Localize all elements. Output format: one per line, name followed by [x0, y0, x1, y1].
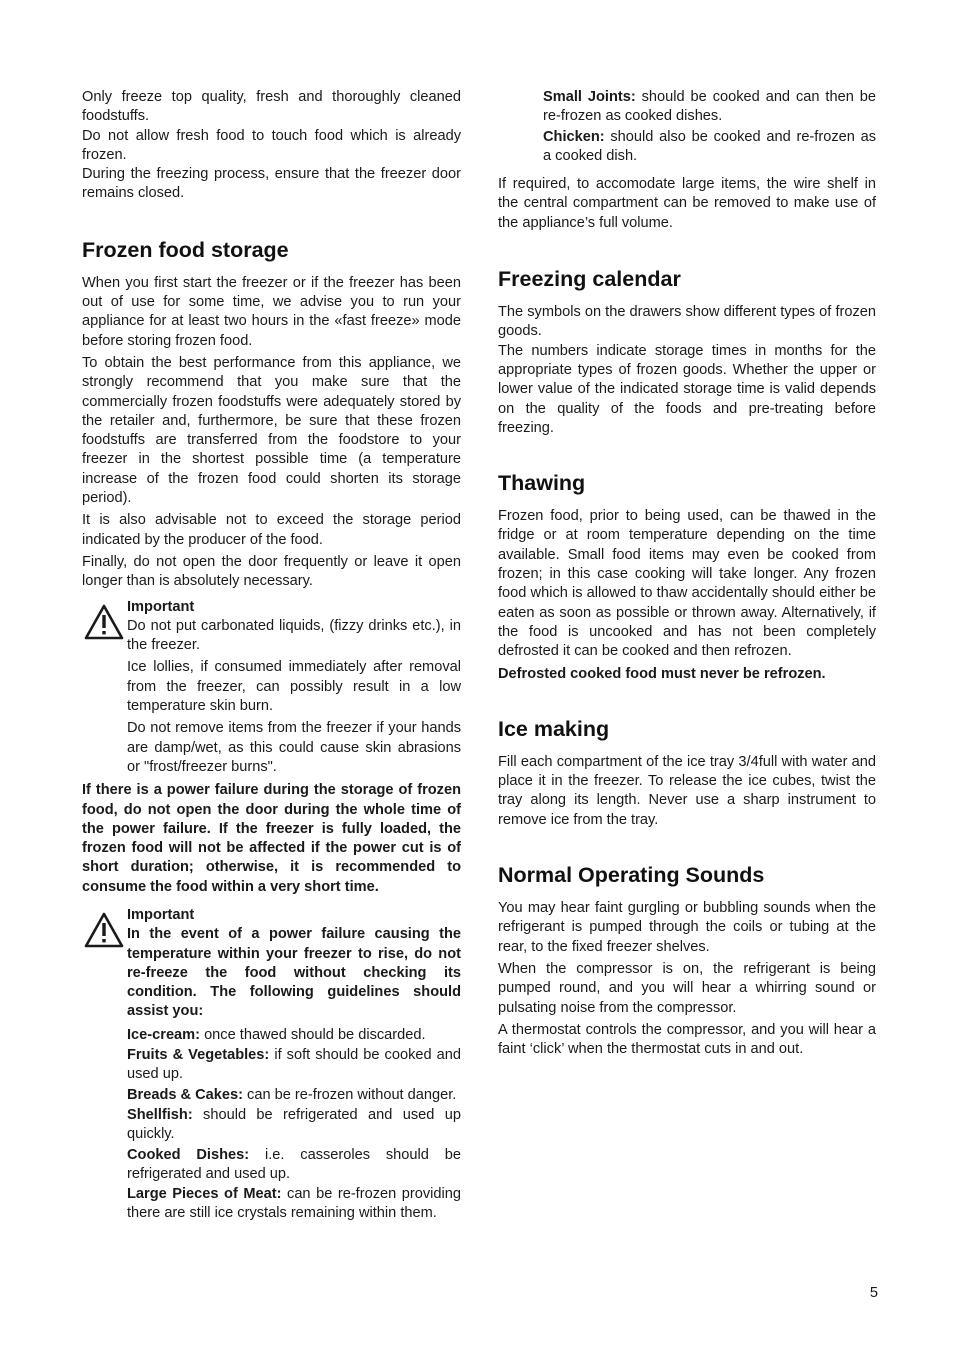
guideline-ice-cream: Ice-cream: once thawed should be discarded.	[127, 1026, 426, 1043]
warning-triangle-icon	[84, 604, 124, 640]
guideline-chicken: Chicken: should also be cooked and re-frozen as a cooked dish.	[543, 128, 876, 164]
guideline-fruits-vegetables: Fruits & Vegetables: if soft should be cooked and used up.	[127, 1047, 461, 1083]
guideline-shellfish: Shellfish: should be refrigerated and used up quickly.	[127, 1106, 461, 1143]
warning-triangle-icon	[84, 912, 124, 948]
intro-line-3: During the freezing process, ensure that the freezer door remains closed.	[82, 166, 461, 202]
storage-paragraph-1: When you first start the freezer or if the freezer has been out of use for some time, we advise you to run your appliance for at least two hours in the «fast freeze» mode before storing frozen food.	[82, 274, 461, 349]
sounds-paragraph-2: When the compressor is on, the refrigerant is being pumped round, and you will hear a whirring sound or pulsating noise from the compressor.	[498, 960, 876, 1016]
guideline-breads-cakes: Breads & Cakes: can be re-frozen without danger.	[127, 1086, 457, 1103]
important-title-1: Important	[127, 598, 195, 615]
sounds-paragraph-1: You may hear faint gurgling or bubbling sounds when the refrigerant is pumped through the coils or tubing at the rear, to the fixed freezer shelves.	[498, 900, 876, 955]
important-item-3: Do not remove items from the freezer if your hands are damp/wet, as this could cause skin abrasions or "frost/freezer burns".	[127, 720, 461, 775]
page-number: 5	[869, 1285, 878, 1301]
important-item-2: Ice lollies, if consumed immediately after removal from the freezer, can possibly result in a low temperature skin burn.	[127, 659, 461, 715]
sounds-paragraph-3: A thermostat controls the compressor, and you will hear a faint ‘click’ when the thermostat cuts in and out.	[498, 1021, 876, 1058]
intro-line-1: Only freeze top quality, fresh and thoroughly cleaned foodstuffs.	[82, 89, 461, 125]
right-column	[498, 88, 876, 1059]
calendar-paragraph-2: The numbers indicate storage times in months for the appropriate types of frozen goods. Whether the upper or lower value of the indicated storage time is valid depends on the quality of the foods and pre-treating before freezing.	[498, 342, 876, 436]
wire-shelf-note: If required, to accomodate large items, the wire shelf in the central compartment can be removed to make use of the appliance’s full volume.	[498, 176, 876, 231]
left-column	[82, 88, 461, 1224]
guidelines-continued	[498, 88, 876, 166]
storage-paragraph-3: It is also advisable not to exceed the storage period indicated by the producer of the food.	[82, 512, 461, 548]
thawing-warning: Defrosted cooked food must never be refrozen.	[498, 665, 826, 682]
important-item-1: Do not put carbonated liquids, (fizzy drinks etc.), in the freezer.	[127, 617, 461, 654]
power-failure-warning: If there is a power failure during the storage of frozen food, do not open the door during the whole time of the power failure. If the freezer is fully loaded, the frozen food will not be affected if the power cut is of short duration; otherwise, it is recommended to consume the food within a very short time.	[82, 782, 461, 895]
heading-frozen-food-storage: Frozen food storage	[82, 237, 289, 262]
ice-making-paragraph: Fill each compartment of the ice tray 3/4full with water and place it in the freezer. To release the ice cubes, twist the tray along its length. Never use a sharp instrument to remove ice from the tray.	[498, 753, 876, 828]
important-title-2: Important	[127, 906, 195, 923]
heading-normal-operating-sounds: Normal Operating Sounds	[498, 863, 765, 888]
guideline-cooked-dishes: Cooked Dishes: i.e. casseroles should be refrigerated and used up.	[127, 1146, 461, 1182]
heading-freezing-calendar: Freezing calendar	[498, 267, 681, 292]
storage-paragraph-4: Finally, do not open the door frequently or leave it open longer than is absolutely necessary.	[82, 553, 461, 590]
important-notice-2	[82, 906, 461, 1224]
heading-thawing: Thawing	[498, 471, 586, 496]
guideline-large-meat: Large Pieces of Meat: can be re-frozen providing there are still ice crystals remaining within them.	[127, 1186, 461, 1222]
calendar-paragraph-1: The symbols on the drawers show different types of frozen goods.	[498, 304, 876, 340]
heading-ice-making: Ice making	[498, 716, 610, 741]
storage-paragraph-2: To obtain the best performance from this appliance, we strongly recommend that you make sure that the commercially frozen foodstuffs were adequately stored by the retailer and, furthermore, be sure that these frozen foodstuffs are transferred from the foodstore to your freezer in the shortest possible time (a temperature increase of the frozen food could shorten its storage period).	[82, 354, 461, 507]
power-failure-guidance-lead: In the event of a power failure causing the temperature within your freezer to rise, do not re-freeze the food without checking its condition. The following guidelines should assist you:	[127, 926, 461, 1020]
important-notice-1	[82, 598, 461, 778]
intro-line-2: Do not allow fresh food to touch food which is already frozen.	[82, 127, 461, 163]
guideline-small-joints: Small Joints: should be cooked and can then be re-frozen as cooked dishes.	[543, 89, 876, 125]
thawing-paragraph: Frozen food, prior to being used, can be thawed in the fridge or at room temperature depending on the time available. Small food items may even be cooked from frozen; in this case cooking will take longer. Any frozen food which is allowed to thaw accidentally should either be eaten as soon as possible or thrown away. Alternatively, if the food is uncooked and has not been completely defrosted it can be cooked and then refrozen.	[498, 508, 876, 660]
